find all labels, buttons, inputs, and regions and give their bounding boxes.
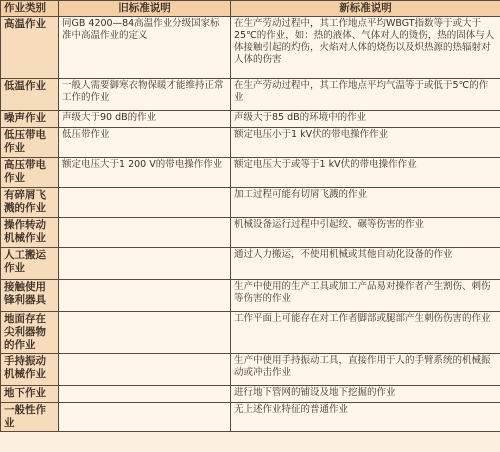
table-row: [1, 218, 500, 248]
row-category: 有碎屑飞溅的作业: [1, 188, 59, 218]
row-old-description: [59, 403, 231, 432]
row-old-description: 一般人需要御寒衣物保暖才能维持正常工作的作业: [59, 79, 231, 111]
row-old-description: [59, 218, 231, 248]
row-category: 人工搬运作业: [1, 248, 59, 280]
row-category: 地下作业: [1, 386, 59, 403]
row-new-description: 进行地下管网的铺设及地下挖掘的作业: [231, 386, 500, 403]
row-old-description: [59, 386, 231, 403]
row-new-description: 机械设备运行过程中引起绞、碾等伤害的作业: [231, 218, 500, 248]
table-row: [1, 386, 500, 403]
row-new-description: 额定电压小于1 kV伏的带电操作作业: [231, 128, 500, 158]
row-new-description: 额定电压大于或等于1 kV伏的带电操作作业: [231, 158, 500, 188]
table-row: [1, 17, 500, 79]
table-row: [1, 354, 500, 386]
table-header-row: [1, 1, 500, 17]
row-category: 手持振动机械作业: [1, 354, 59, 386]
header-new-standard: 新标准说明: [231, 1, 500, 17]
table-row: [1, 280, 500, 312]
row-new-description: 在生产劳动过程中，其工作地点平均WBGT指数等于或大于25℃的作业，如：热的液体、气体对人的烫伤，热的固体与人体接触引起的灼伤，火焰对人体的烧伤以及炽热源的热辐射对人体的伤害: [231, 17, 500, 79]
row-new-description: 生产中使用的生产工具或加工产品易对操作者产生割伤、刺伤等伤害的作业: [231, 280, 500, 312]
row-new-description: 加工过程可能有切屑飞溅的作业: [231, 188, 500, 218]
table-row: [1, 188, 500, 218]
row-new-description: 在生产劳动过程中，其工作地点平均气温等于或低于5℃的作业: [231, 79, 500, 111]
table-row: [1, 111, 500, 128]
row-category: 接触使用锋利器具: [1, 280, 59, 312]
row-category: 低压带电作业: [1, 128, 59, 158]
table-row: [1, 248, 500, 280]
row-new-description: 生产中使用手持振动工具，直接作用于人的手臂系统的机械振动或冲击作业: [231, 354, 500, 386]
row-old-description: 声级大于90 dB的作业: [59, 111, 231, 128]
table-row: [1, 79, 500, 111]
row-old-description: [59, 354, 231, 386]
row-old-description: [59, 188, 231, 218]
table-row: [1, 312, 500, 354]
row-new-description: 无上述作业特征的普通作业: [231, 403, 500, 432]
table-row: [1, 158, 500, 188]
header-old-standard: 旧标准说明: [59, 1, 231, 17]
row-new-description: 声级大于85 dB的环境中的作业: [231, 111, 500, 128]
row-new-description: 工作平面上可能存在对工作者脚部或腿部产生刺伤伤害的作业: [231, 312, 500, 354]
row-old-description: 额定电压大于1 200 V的带电操作作业: [59, 158, 231, 188]
row-old-description: [59, 312, 231, 354]
row-category: 高压带电作业: [1, 158, 59, 188]
table-row: [1, 403, 500, 432]
row-old-description: 同GB 4200—84高温作业分级国家标准中高温作业的定义: [59, 17, 231, 79]
table-row: [1, 128, 500, 158]
row-category: 低温作业: [1, 79, 59, 111]
row-old-description: [59, 248, 231, 280]
header-category: 作业类别: [1, 1, 59, 17]
row-new-description: 通过人力搬运，不使用机械或其他自动化设备的作业: [231, 248, 500, 280]
row-category: 噪声作业: [1, 111, 59, 128]
row-old-description: 低压带作业: [59, 128, 231, 158]
row-category: 地面存在尖利器物的作业: [1, 312, 59, 354]
row-category: 一般性作业: [1, 403, 59, 432]
row-category: 高温作业: [1, 17, 59, 79]
row-old-description: [59, 280, 231, 312]
row-category: 操作转动机械作业: [1, 218, 59, 248]
